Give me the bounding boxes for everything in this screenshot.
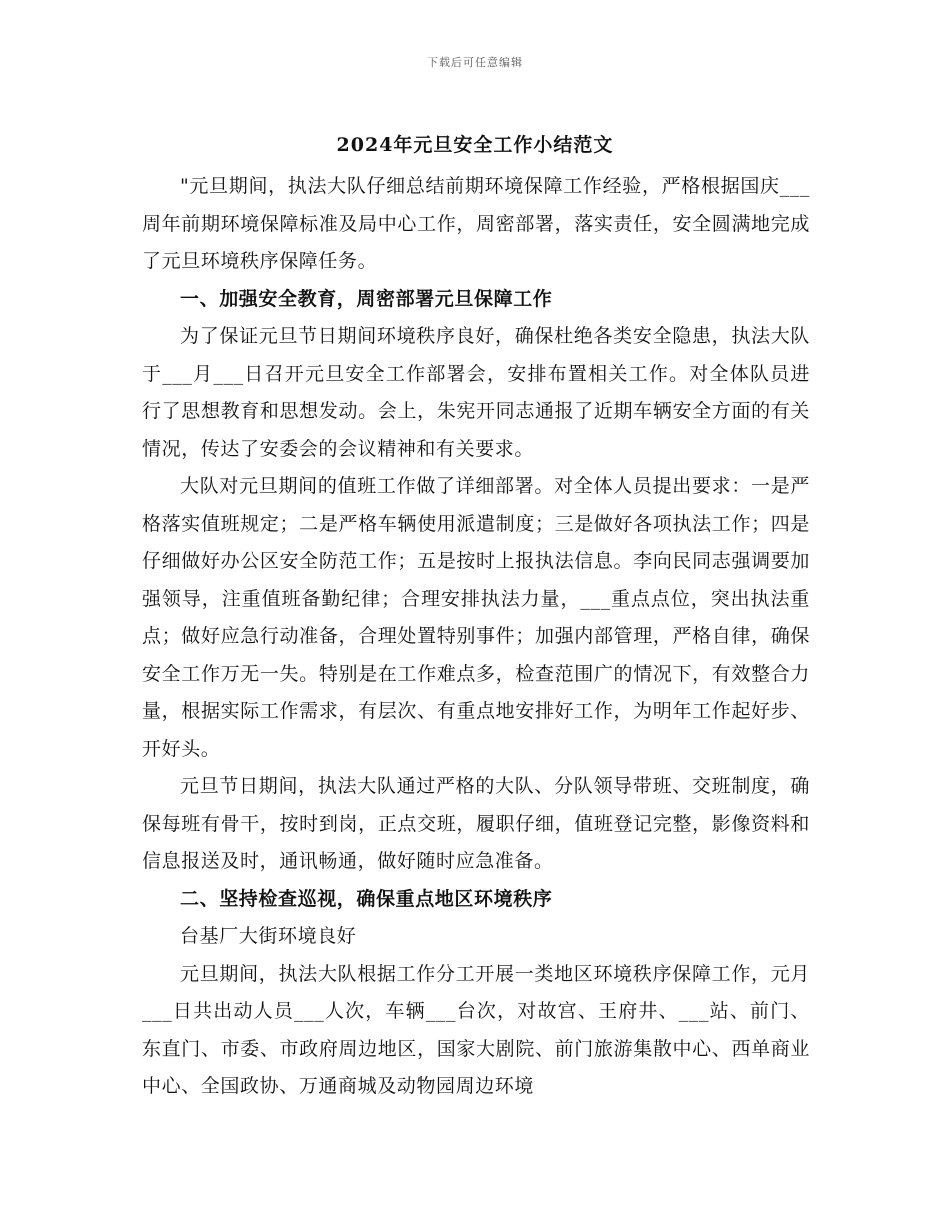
paragraph-intro: "元旦期间，执法大队仔细总结前期环境保障工作经验，严格根据国庆___周年前期环境保障标准及局中心工作，周密部署，落实责任，安全圆满地完成了元旦环境秩序保障任务。 xyxy=(142,175,810,272)
paragraph-duty-requirements: 大队对元旦期间的值班工作做了详细部署。对全体人员提出要求：一是严格落实值班规定；二是严格车辆使用派遣制度；三是做好各项执法工作；四是仔细做好办公区安全防范工作；五是按时上报执法信息。李向民同志强调要加强领导，注重值班备勤纪律；合理安排执法力量，___重点点位，突出执法重点；做好应急行动准备，合理处置特别事件；加强内部管理，严格自律，确保安全工作万无一失。特别是在工作难点多，检查范围广的情况下，有效整合力量，根据实际工作需求，有层次、有重点地安排好工作，为明年工作起好步、开好头。 xyxy=(142,475,810,760)
document-body xyxy=(142,168,810,1106)
paragraph-meeting: 为了保证元旦节日期间环境秩序良好，确保杜绝各类安全隐患，执法大队于___月___日召开元旦安全工作部署会，安排布置相关工作。对全体队员进行了思想教育和思想发动。会上，朱宪开同志通报了近期车辆安全方面的有关情况，传达了安委会的会议精神和有关要求。 xyxy=(142,325,810,460)
section-heading-2: 二、坚持检查巡视，确保重点地区环境秩序 xyxy=(180,887,553,910)
section-heading-1: 一、加强安全教育，周密部署元旦保障工作 xyxy=(180,287,553,310)
page-header-note: 下载后可任意编辑 xyxy=(427,56,523,69)
paragraph-subheading-street: 台基厂大街环境良好 xyxy=(180,925,357,947)
document-title: 2024年元旦安全工作小结范文 xyxy=(336,134,614,156)
paragraph-holiday-duty: 元旦节日期间，执法大队通过严格的大队、分队领导带班、交班制度，确保每班有骨干，按时到岗，正点交班，履职仔细，值班登记完整，影像资料和信息报送及时，通讯畅通，做好随时应急准备。 xyxy=(142,775,810,872)
paragraph-patrol: 元旦期间，执法大队根据工作分工开展一类地区环境秩序保障工作，元月___日共出动人员___人次，车辆___台次，对故宫、王府井、___站、前门、东直门、市委、市政府周边地区，国家大剧院、前门旅游集散中心、西单商业中心、全国政协、万通商城及动物园周边环境 xyxy=(142,962,810,1097)
